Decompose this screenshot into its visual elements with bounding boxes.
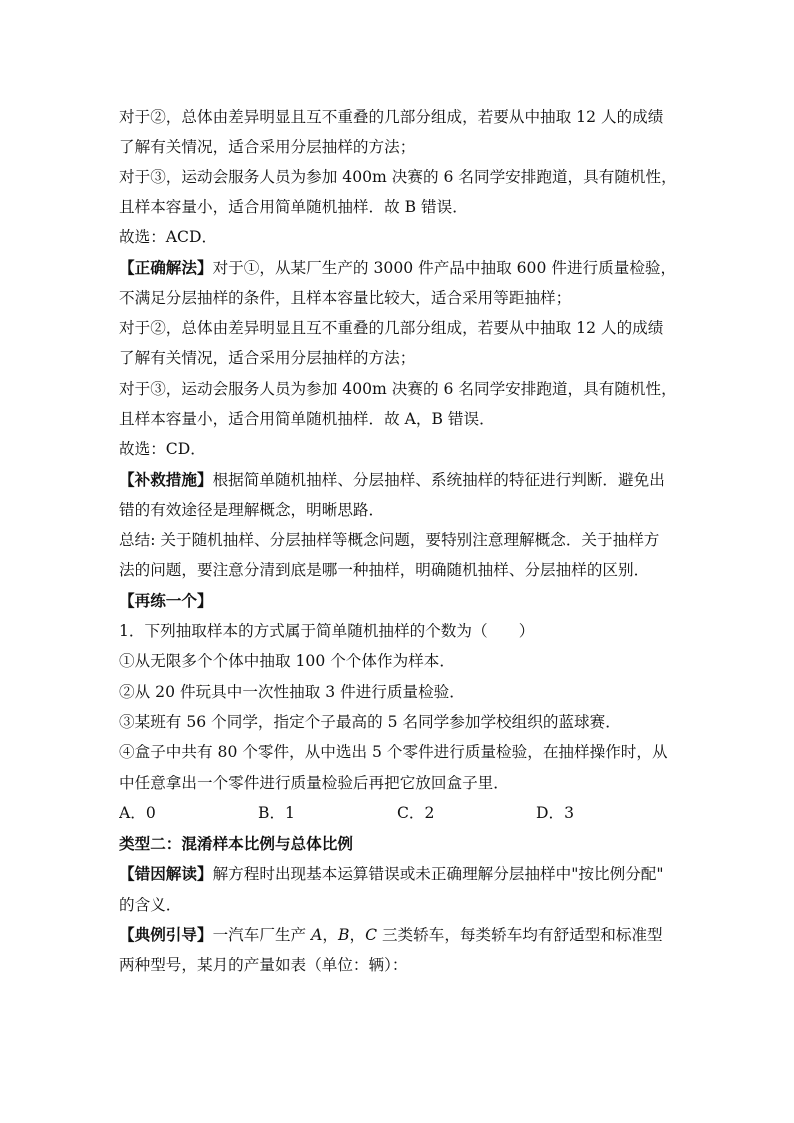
option-a: A．0 — [119, 804, 156, 822]
text-line: 了解有关情况，适合采用分层抽样的方法； — [119, 349, 416, 367]
practice-heading: 【再练一个】 — [119, 592, 213, 610]
option-d: D．3 — [536, 804, 575, 822]
text-line: 对于③，运动会服务人员为参加 400m 决赛的 6 名同学安排跑道，具有随机性， — [119, 168, 677, 186]
example-label: 【典例引导】 — [119, 926, 213, 944]
answer-options — [119, 798, 684, 829]
separator: ， — [322, 926, 338, 944]
var-c: C — [365, 926, 377, 944]
correct-solution-line — [119, 253, 684, 284]
var-a: A — [311, 926, 323, 944]
text-line: 了解有关情况，适合采用分层抽样的方法； — [119, 138, 416, 156]
example-line — [119, 920, 684, 951]
text-line: 且样本容量小，适合用简单随机抽样．故 A，B 错误． — [119, 410, 495, 428]
question-item: ①从无限多个个体中抽取 100 个个体作为样本． — [119, 652, 455, 670]
text-line: 两种型号，某月的产量如表（单位：辆）： — [119, 956, 408, 974]
text-line: 对于②，总体由差异明显且互不重叠的几部分组成，若要从中抽取 12 人的成绩 — [119, 108, 664, 126]
error-line — [119, 859, 684, 890]
answer-line: 故选：CD． — [119, 440, 206, 458]
option-c: C．2 — [397, 804, 435, 822]
question-item: 中任意拿出一个零件进行质量检验后再把它放回盒子里． — [119, 774, 509, 792]
separator: ， — [349, 926, 366, 944]
question-item: ②从 20 件玩具中一次性抽取 3 件进行质量检验． — [119, 683, 465, 701]
correct-solution-label: 【正确解法】 — [119, 259, 213, 277]
summary-line: 总结: 关于随机抽样、分层抽样等概念问题，要特别注意理解概念．关于抽样方 — [119, 531, 660, 549]
text-line: 对于②，总体由差异明显且互不重叠的几部分组成，若要从中抽取 12 人的成绩 — [119, 319, 664, 337]
answer-line: 故选：ACD． — [119, 228, 218, 246]
example-text-post: 三类轿车，每类轿车均有舒适型和标准型 — [377, 926, 663, 944]
text-line: 的含义． — [119, 896, 182, 914]
question-item: ④盒子中共有 80 个零件，从中选出 5 个零件进行质量检验，在抽样操作时，从 — [119, 743, 668, 761]
example-text-pre: 一汽车厂生产 — [212, 926, 312, 944]
question-stem: 1．下列抽取样本的方式属于简单随机抽样的个数为（ ） — [119, 622, 535, 640]
text-line: 错的有效途径是理解概念，明晰思路． — [119, 501, 385, 519]
error-text: 解方程时出现基本运算错误或未正确理解分层抽样中"按比例分配" — [212, 865, 664, 883]
text-line: 且样本容量小，适合用简单随机抽样．故 B 错误． — [119, 198, 468, 216]
question-item: ③某班有 56 个同学，指定个子最高的 5 名同学参加学校组织的蓝球赛． — [119, 713, 621, 731]
type2-heading: 类型二：混淆样本比例与总体比例 — [119, 835, 353, 853]
remedy-line — [119, 465, 684, 496]
var-b: B — [337, 926, 350, 944]
text-line: 对于③，运动会服务人员为参加 400m 决赛的 6 名同学安排跑道，具有随机性， — [119, 380, 677, 398]
remedy-label: 【补救措施】 — [119, 471, 213, 489]
remedy-text: 根据简单随机抽样、分层抽样、系统抽样的特征进行判断．避免出 — [212, 471, 665, 489]
summary-line: 法的问题，要注意分清到底是哪一种抽样，明确随机抽样、分层抽样的区别． — [119, 561, 650, 579]
error-label: 【错因解读】 — [119, 865, 213, 883]
option-b: B．1 — [258, 804, 295, 822]
correct-solution-text: 对于①，从某厂生产的 3000 件产品中抽取 600 件进行质量检验， — [212, 259, 677, 277]
text-line: 不满足分层抽样的条件，且样本容量比较大，适合采用等距抽样； — [119, 289, 572, 307]
